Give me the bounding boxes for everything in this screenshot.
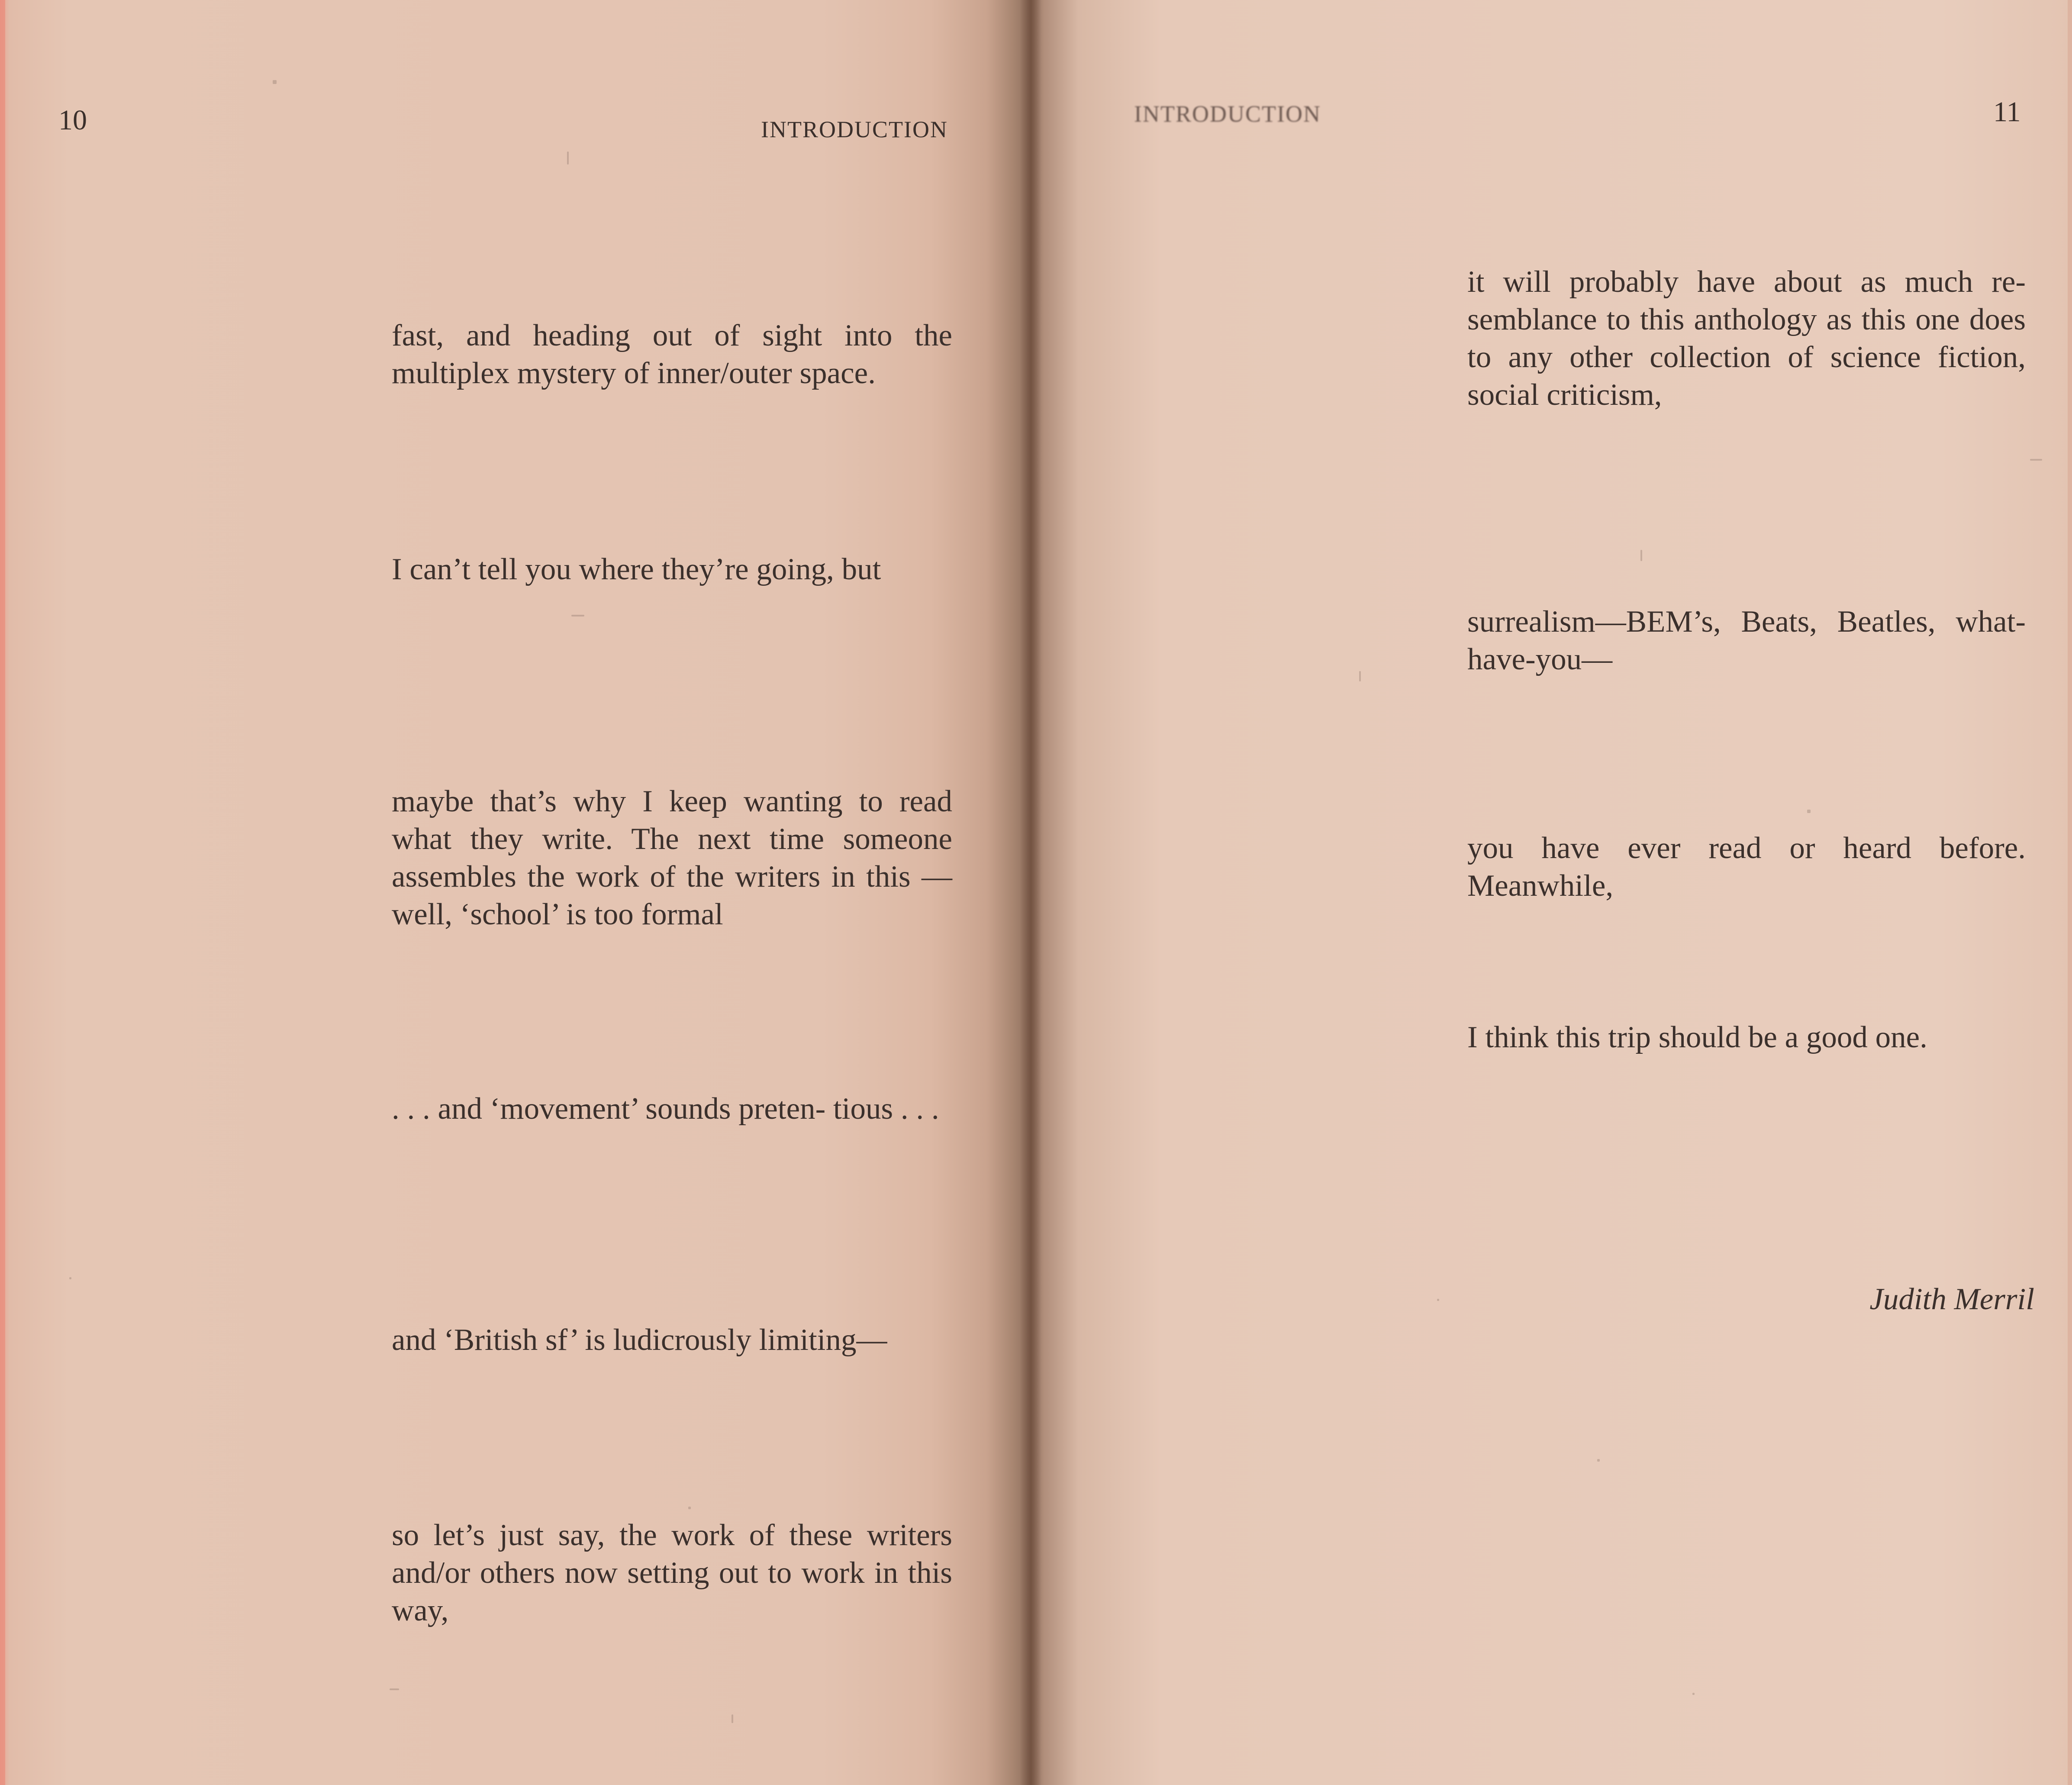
paragraph: . . . and ‘movement’ sounds preten- tious . . . [392,1092,939,1126]
paper-speck [688,1507,691,1509]
paper-speck [273,80,277,84]
page-number: 10 [58,104,87,136]
running-head: INTRODUCTION [761,116,948,142]
running-head: INTRODUCTION [1134,101,1321,127]
paper-speck [2030,459,2042,461]
paper-speck [567,152,569,165]
paper-speck [1437,1299,1439,1301]
left-page [0,0,1031,1785]
page-number: 11 [1993,96,2021,128]
paragraph: I can’t tell you where they’re going, but [392,552,881,586]
author-signature: Judith Merril [1869,1282,2034,1316]
paragraph: maybe that’s why I keep wanting to read what they write. The next time someone assembles the work of the writers in this —well, ‘school’ is too formal [392,784,952,931]
paper-speck [1692,1693,1695,1695]
paragraph: surrealism—BEM’s, Beats, Beatles, what- have-you— [1467,605,2026,676]
paper-speck [1807,810,1811,813]
paragraph: I think this trip should be a good one. [1467,1020,1927,1054]
paragraph: fast, and heading out of sight into the multiplex mystery of inner/outer space. [392,319,952,390]
paper-speck [1359,671,1361,681]
paragraph: and ‘British sf’ is ludicrously limiting— [392,1323,887,1357]
paper-speck [1640,550,1642,561]
paper-speck [571,615,584,617]
paragraph: you have ever read or heard before. Meanwhile, [1467,831,2026,903]
paper-speck [1597,1459,1600,1462]
page-edge [0,0,5,1785]
paragraph: so let’s just say, the work of these writers and/or others now setting out to work in this way, [392,1518,952,1627]
paper-speck [390,1688,399,1690]
paragraph: it will probably have about as much re- semblance to this anthology as this one does to any other collection of science fiction, social criticism, [1467,265,2026,412]
page-edge [2068,0,2072,1785]
paper-speck [69,1277,71,1279]
book-gutter [1020,0,1041,1785]
paper-speck [731,1714,733,1723]
